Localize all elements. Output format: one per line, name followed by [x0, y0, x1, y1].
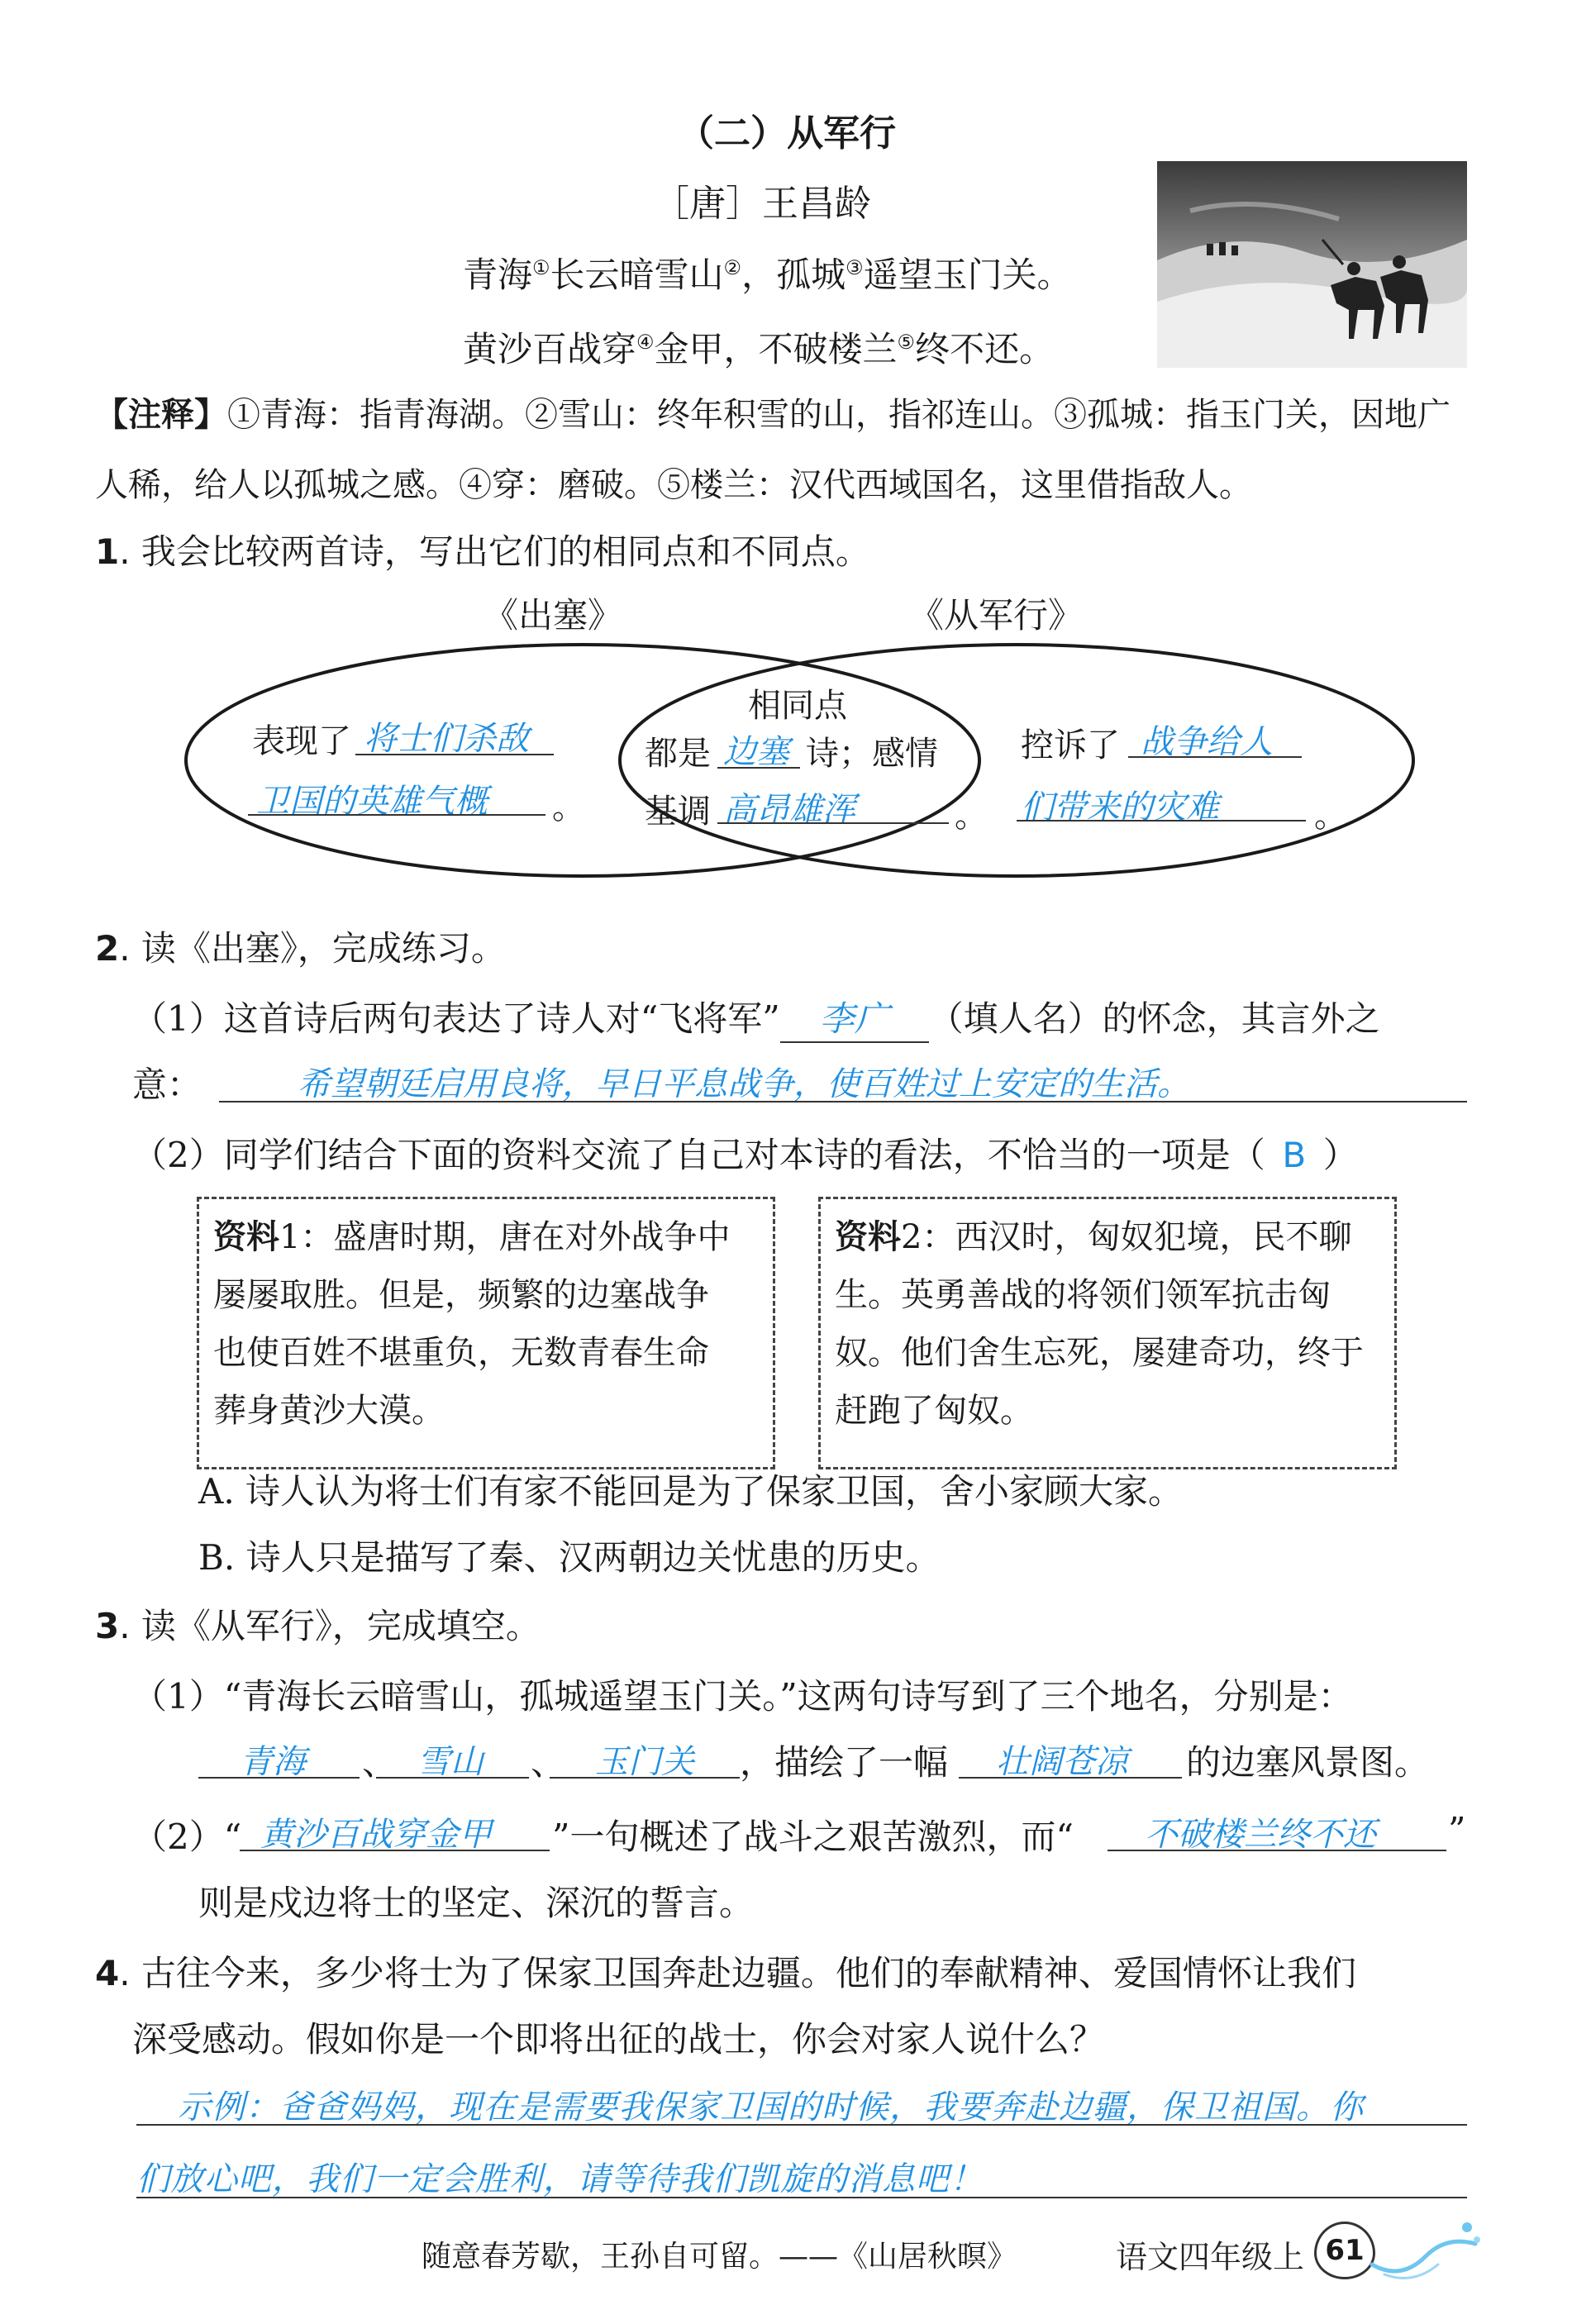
- q2-1-line-2-answer[interactable]: 希望朝廷启用良将，早日平息战争，使百姓过上安定的生活。: [298, 1065, 1190, 1103]
- q2-option-a: A. 诗人认为将士们有家不能回是为了保家卫国，舍小家顾大家。: [198, 1471, 1184, 1512]
- venn-left-title: 《出塞》: [484, 595, 623, 636]
- q3-1-question: （1）“青海长云暗雪山，孤城遥望玉门关。”这两句诗写到了三个地名，分别是：: [132, 1676, 1353, 1717]
- venn-right-prefix: 控诉了: [1021, 726, 1120, 764]
- poem-line-2: 黄沙百战穿④金甲，不破楼兰⑤终不还。: [463, 329, 1055, 369]
- venn-left-prefix: 表现了: [252, 722, 351, 760]
- venn-right-answer-2[interactable]: 们带来的灾难: [1021, 788, 1219, 826]
- venn-mid-answer-2[interactable]: 高昂雄浑: [723, 791, 855, 829]
- q4-answer-line-2[interactable]: 们放心吧，我们一定会胜利，请等待我们凯旋的消息吧！: [136, 2160, 984, 2198]
- q3-1-mid: ，描绘了一幅: [740, 1742, 949, 1783]
- q3-sep-1: 、: [362, 1742, 398, 1783]
- q3-2-line-2: 则是戍边将士的坚定、深沉的誓言。: [198, 1883, 755, 1923]
- venn-middle-title: 相同点: [748, 687, 847, 725]
- q3-1-answer-d[interactable]: 壮阔苍凉: [996, 1743, 1128, 1781]
- poem-author: ［唐］王昌龄: [653, 183, 871, 225]
- material-2-text: 资料2：西汉时，匈奴犯境，民不聊 生。英勇善战的将领们领军抗击匈 奴。他们舍生忘死，屡建奇功，终于 赶跑了匈奴。: [835, 1218, 1364, 1430]
- q1-prompt: 1. 我会比较两首诗，写出它们的相同点和不同点。: [95, 531, 870, 572]
- poem-line-1: 青海①长云暗雪山②，孤城③遥望玉门关。: [463, 255, 1072, 295]
- notes-line-1: 【注释】①青海：指青海湖。②雪山：终年积雪的山，指祁连山。③孤城：指玉门关，因地广: [95, 396, 1451, 434]
- venn-mid-answer-1[interactable]: 边塞: [723, 733, 789, 771]
- q2-prompt: 2. 读《出塞》，完成练习。: [95, 928, 506, 969]
- venn-left-answer-1[interactable]: 将士们杀敌: [364, 720, 529, 758]
- q3-2-answer-2[interactable]: 不破楼兰终不还: [1145, 1816, 1376, 1854]
- q2-2-question: （2）同学们结合下面的资料交流了自己对本诗的看法，不恰当的一项是（ B ）: [132, 1135, 1358, 1175]
- material-1-text: 资料1：盛唐时期，唐在对外战争中 屡屡取胜。但是，频繁的边塞战争 也使百姓不堪重负，无数青春生命 葬身黄沙大漠。: [213, 1218, 731, 1430]
- venn-mid-prefix-2: 基调: [645, 793, 711, 831]
- q3-1-end: 的边塞风景图。: [1186, 1742, 1430, 1783]
- q2-1-line-2-prefix: 意：: [132, 1064, 202, 1105]
- q3-2-close: ”: [1448, 1810, 1466, 1850]
- q3-2-prefix: （2）“: [132, 1817, 242, 1857]
- notes-line-2: 人稀，给人以孤城之感。④穿：磨破。⑤楼兰：汉代西域国名，这里借指敌人。: [95, 466, 1252, 504]
- q3-1-answer-c[interactable]: 玉门关: [595, 1743, 694, 1781]
- q3-1-answer-b[interactable]: 雪山: [417, 1743, 484, 1781]
- page-number: 61: [1325, 2234, 1365, 2267]
- q2-2-answer[interactable]: B: [1282, 1135, 1307, 1175]
- q3-2-answer-1[interactable]: 黄沙百战穿金甲: [260, 1816, 492, 1854]
- q3-2-mid: ”一句概述了战斗之艰苦激烈，而“: [552, 1817, 1074, 1857]
- q2-1-answer[interactable]: 李广: [780, 992, 929, 1043]
- venn-mid-suffix-1: 诗；感情: [806, 735, 938, 773]
- q3-prompt: 3. 读《从军行》，完成填空。: [95, 1606, 541, 1646]
- q2-option-b: B. 诗人只是描写了秦、汉两朝边关忧患的历史。: [198, 1537, 941, 1578]
- q3-1-answer-a[interactable]: 青海: [240, 1743, 306, 1781]
- page-number-badge: [1314, 2222, 1375, 2279]
- venn-mid-prefix-1: 都是: [645, 735, 711, 773]
- venn-mid-period: 。: [955, 797, 988, 835]
- poem-illustration: [1157, 161, 1467, 368]
- q4-prompt-line-1: 4. 古往今来，多少将士为了保家卫国奔赴边疆。他们的奉献精神、爱国情怀让我们: [95, 1953, 1356, 1993]
- q4-prompt-line-2: 深受感动。假如你是一个即将出征的战士，你会对家人说什么？: [132, 2019, 1105, 2060]
- q4-answer-line-1[interactable]: 示例：爸爸妈妈，现在是需要我保家卫国的时候，我要奔赴边疆，保卫祖国。你: [178, 2088, 1364, 2126]
- decorative-swirl-icon: [1368, 2207, 1484, 2289]
- footer-book: 语文四年级上: [1116, 2239, 1305, 2275]
- poem-title: （二）从军行: [678, 112, 896, 155]
- venn-left-answer-2[interactable]: 卫国的英雄气概: [256, 783, 488, 821]
- venn-right-period: 。: [1314, 797, 1347, 835]
- venn-right-title: 《从军行》: [909, 595, 1084, 636]
- venn-right-answer-1[interactable]: 战争给人: [1141, 723, 1273, 761]
- q2-1-line-1: （1）这首诗后两句表达了诗人对“飞将军” 李广 （填人名）的怀念，其言外之: [132, 992, 1380, 1043]
- q3-sep-2: 、: [531, 1742, 566, 1783]
- footer-quote: 随意春芳歇，王孙自可留。——《山居秋暝》: [422, 2240, 1017, 2274]
- venn-left-period: 。: [552, 788, 585, 826]
